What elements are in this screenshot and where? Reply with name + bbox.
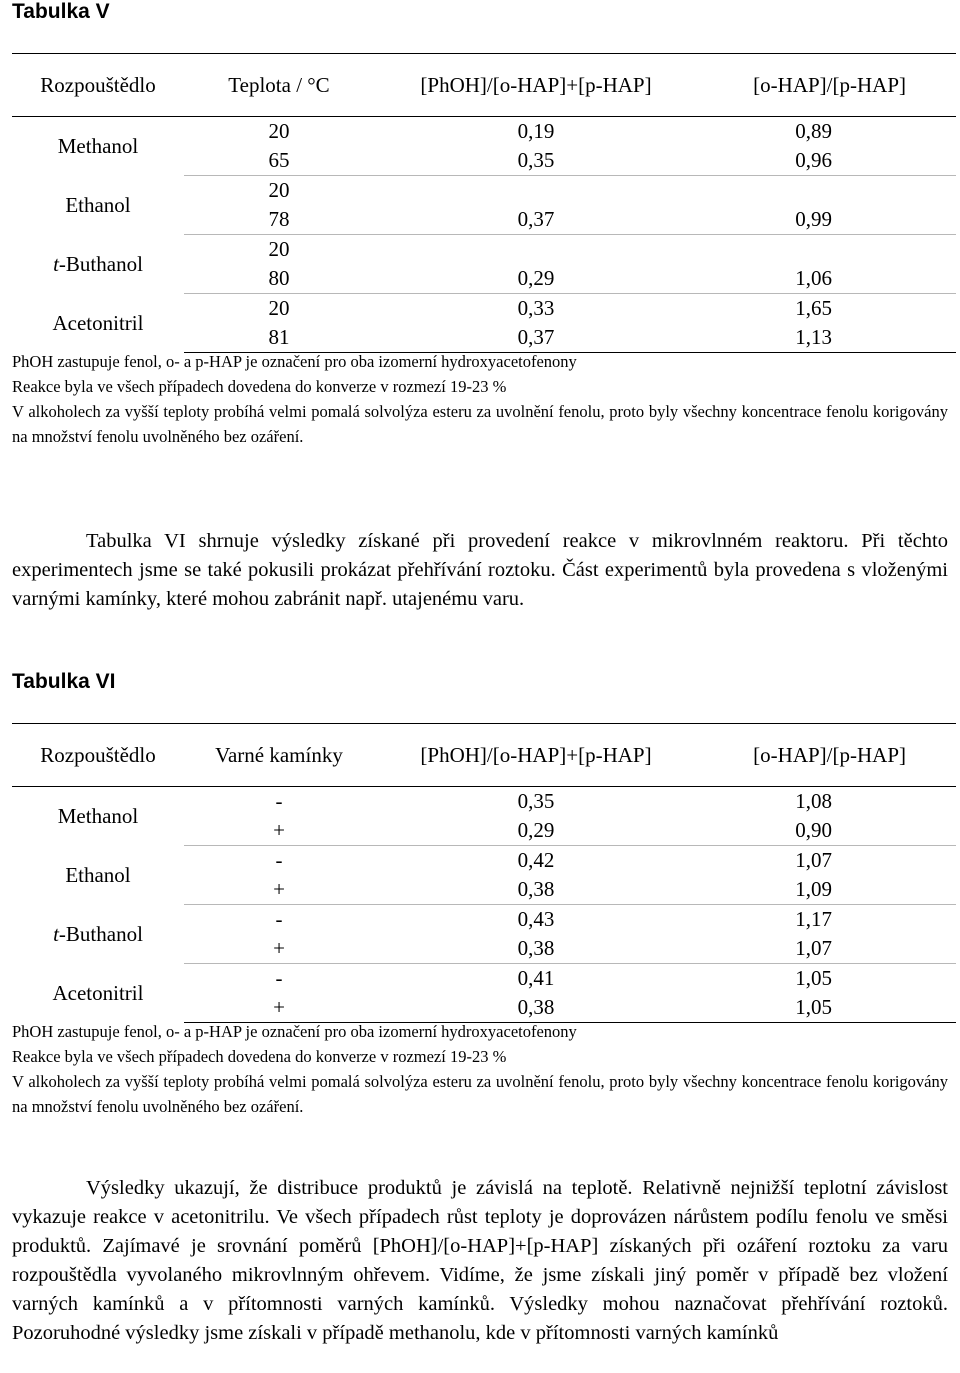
ohap-ratio-cell: 1,05	[698, 993, 956, 1023]
ohap-ratio-cell: 1,06	[698, 264, 956, 294]
note-line: Reakce byla ve všech případech dovedena do konverze v rozmezí 19-23 %	[12, 377, 507, 396]
boiling-chips-cell: +	[184, 934, 374, 964]
table5-col-temperature: Teplota / °C	[184, 54, 374, 117]
note-line: PhOH zastupuje fenol, o- a p-HAP je označení pro oba izomerní hydroxyacetofenony	[12, 352, 577, 371]
note-line: V alkoholech za vyšší teploty probíhá velmi pomalá solvolýza esteru za uvolnění fenolu, proto byly všechny koncentrace fenolu korigovány na množství fenolu uvolněného bez ozáření.	[12, 1072, 948, 1116]
table6-col-solvent: Rozpouštědlo	[12, 724, 184, 787]
table-row	[12, 787, 956, 817]
paragraph-text: Výsledky ukazují, že distribuce produktů je závislá na teplotě. Relativně nejnižší teplotní závislost vykazuje reakce v acetonitrilu. Ve všech případech růst teploty je doprovázen nárůstem podílu fenolu ve směsi produktů. Zajímavé je srovnání poměrů [PhOH]/[o-HAP]+[p-HAP] získaných při ozáření roztoku za varu rozpouštědla vyvolaného mikrovlnným ohřevem. Vidíme, že jsme získali jiný poměr v případě bez vložení varných kamínků a v přítomnosti varných kamínků. Výsledky mohou naznačovat přehřívání roztoků. Pozoruhodné výsledky jsme získali v případě methanolu, kde v přítomnosti varných kamínků	[12, 1177, 948, 1344]
ohap-ratio-cell: 1,08	[795, 789, 832, 813]
solvent-cell: t-Buthanol	[53, 921, 143, 946]
phoh-ratio-cell: 0,29	[374, 264, 698, 294]
temperature-cell: 20	[268, 178, 290, 202]
table6-col-boiling-chips: Varné kamínky	[184, 724, 374, 787]
table6-caption: Tabulka VI	[12, 670, 116, 693]
table5-caption: Tabulka V	[12, 0, 110, 23]
table-row	[12, 235, 956, 265]
solvent-cell: Ethanol	[65, 862, 131, 887]
table5-col-solvent: Rozpouštědlo	[12, 54, 184, 117]
table-row	[12, 905, 956, 935]
table-row	[12, 117, 956, 147]
temperature-cell: 20	[268, 237, 290, 261]
paragraph-intro-table6	[12, 527, 948, 614]
paragraph-text: Tabulka VI shrnuje výsledky získané při provedení reakce v mikrovlnném reaktoru. Při těchto experimentech jsme se také pokusili prokázat přehřívání roztoku. Část experimentů byla provedena s vloženými varnými kamínky, které mohou zabránit např. utajenému varu.	[12, 530, 948, 610]
table5-col-phoh-ratio: [PhOH]/[o-HAP]+[p-HAP]	[374, 54, 698, 117]
table6-header-row	[12, 724, 956, 787]
boiling-chips-cell: +	[184, 875, 374, 905]
table-row	[12, 294, 956, 324]
phoh-ratio-cell: 0,38	[374, 934, 698, 964]
boiling-chips-cell: -	[275, 848, 283, 872]
table6-col-phoh-ratio: [PhOH]/[o-HAP]+[p-HAP]	[374, 724, 698, 787]
phoh-ratio-cell: 0,35	[517, 789, 555, 813]
ohap-ratio-cell	[698, 176, 956, 206]
phoh-ratio-cell: 0,38	[374, 875, 698, 905]
table-row	[12, 964, 956, 994]
phoh-ratio-cell	[374, 235, 698, 265]
phoh-ratio-cell: 0,29	[374, 816, 698, 846]
ohap-ratio-cell: 1,17	[795, 907, 832, 931]
phoh-ratio-cell: 0,41	[517, 966, 555, 990]
boiling-chips-cell: -	[275, 789, 283, 813]
phoh-ratio-cell	[374, 176, 698, 206]
ohap-ratio-cell: 1,65	[795, 296, 832, 320]
solvent-prefix: t	[53, 251, 59, 276]
temperature-cell: 81	[184, 323, 374, 353]
phoh-ratio-cell: 0,43	[517, 907, 555, 931]
ohap-ratio-cell: 1,05	[795, 966, 832, 990]
boiling-chips-cell: +	[184, 993, 374, 1023]
phoh-ratio-cell: 0,19	[517, 119, 555, 143]
table-row	[12, 846, 956, 876]
ohap-ratio-cell: 1,07	[795, 848, 832, 872]
ohap-ratio-cell: 0,96	[698, 146, 956, 176]
ohap-ratio-cell: 1,09	[698, 875, 956, 905]
temperature-cell: 65	[184, 146, 374, 176]
boiling-chips-cell: +	[184, 816, 374, 846]
temperature-cell: 20	[268, 119, 290, 143]
table6	[12, 723, 956, 1023]
ohap-ratio-cell: 1,13	[698, 323, 956, 353]
phoh-ratio-cell: 0,37	[374, 323, 698, 353]
table5-notes	[12, 349, 948, 449]
boiling-chips-cell: -	[275, 907, 283, 931]
ohap-ratio-cell: 1,07	[698, 934, 956, 964]
paragraph-results	[12, 1174, 948, 1348]
note-line: V alkoholech za vyšší teploty probíhá velmi pomalá solvolýza esteru za uvolnění fenolu, proto byly všechny koncentrace fenolu korigovány na množství fenolu uvolněného bez ozáření.	[12, 402, 948, 446]
boiling-chips-cell: -	[275, 966, 283, 990]
ohap-ratio-cell: 0,89	[795, 119, 832, 143]
table5-header-row	[12, 54, 956, 117]
ohap-ratio-cell: 0,90	[698, 816, 956, 846]
solvent-cell: t-Buthanol	[53, 251, 143, 276]
phoh-ratio-cell: 0,42	[517, 848, 555, 872]
solvent-cell: Ethanol	[65, 192, 131, 217]
phoh-ratio-cell: 0,33	[517, 296, 555, 320]
ohap-ratio-cell	[698, 235, 956, 265]
temperature-cell: 20	[268, 296, 290, 320]
table6-col-ohap-ratio: [o-HAP]/[p-HAP]	[698, 724, 956, 787]
table5-col-ohap-ratio: [o-HAP]/[p-HAP]	[698, 54, 956, 117]
table-row	[12, 176, 956, 206]
phoh-ratio-cell: 0,35	[374, 146, 698, 176]
solvent-cell: Methanol	[57, 133, 139, 158]
table6-notes	[12, 1019, 948, 1119]
phoh-ratio-cell: 0,38	[374, 993, 698, 1023]
note-line: PhOH zastupuje fenol, o- a p-HAP je označení pro oba izomerní hydroxyacetofenony	[12, 1022, 577, 1041]
table5	[12, 53, 956, 353]
temperature-cell: 78	[184, 205, 374, 235]
solvent-cell: Acetonitril	[52, 310, 144, 335]
solvent-cell: Acetonitril	[52, 980, 144, 1005]
temperature-cell: 80	[184, 264, 374, 294]
solvent-cell: Methanol	[57, 803, 139, 828]
ohap-ratio-cell: 0,99	[698, 205, 956, 235]
phoh-ratio-cell: 0,37	[374, 205, 698, 235]
note-line: Reakce byla ve všech případech dovedena do konverze v rozmezí 19-23 %	[12, 1047, 507, 1066]
solvent-prefix: t	[53, 921, 59, 946]
